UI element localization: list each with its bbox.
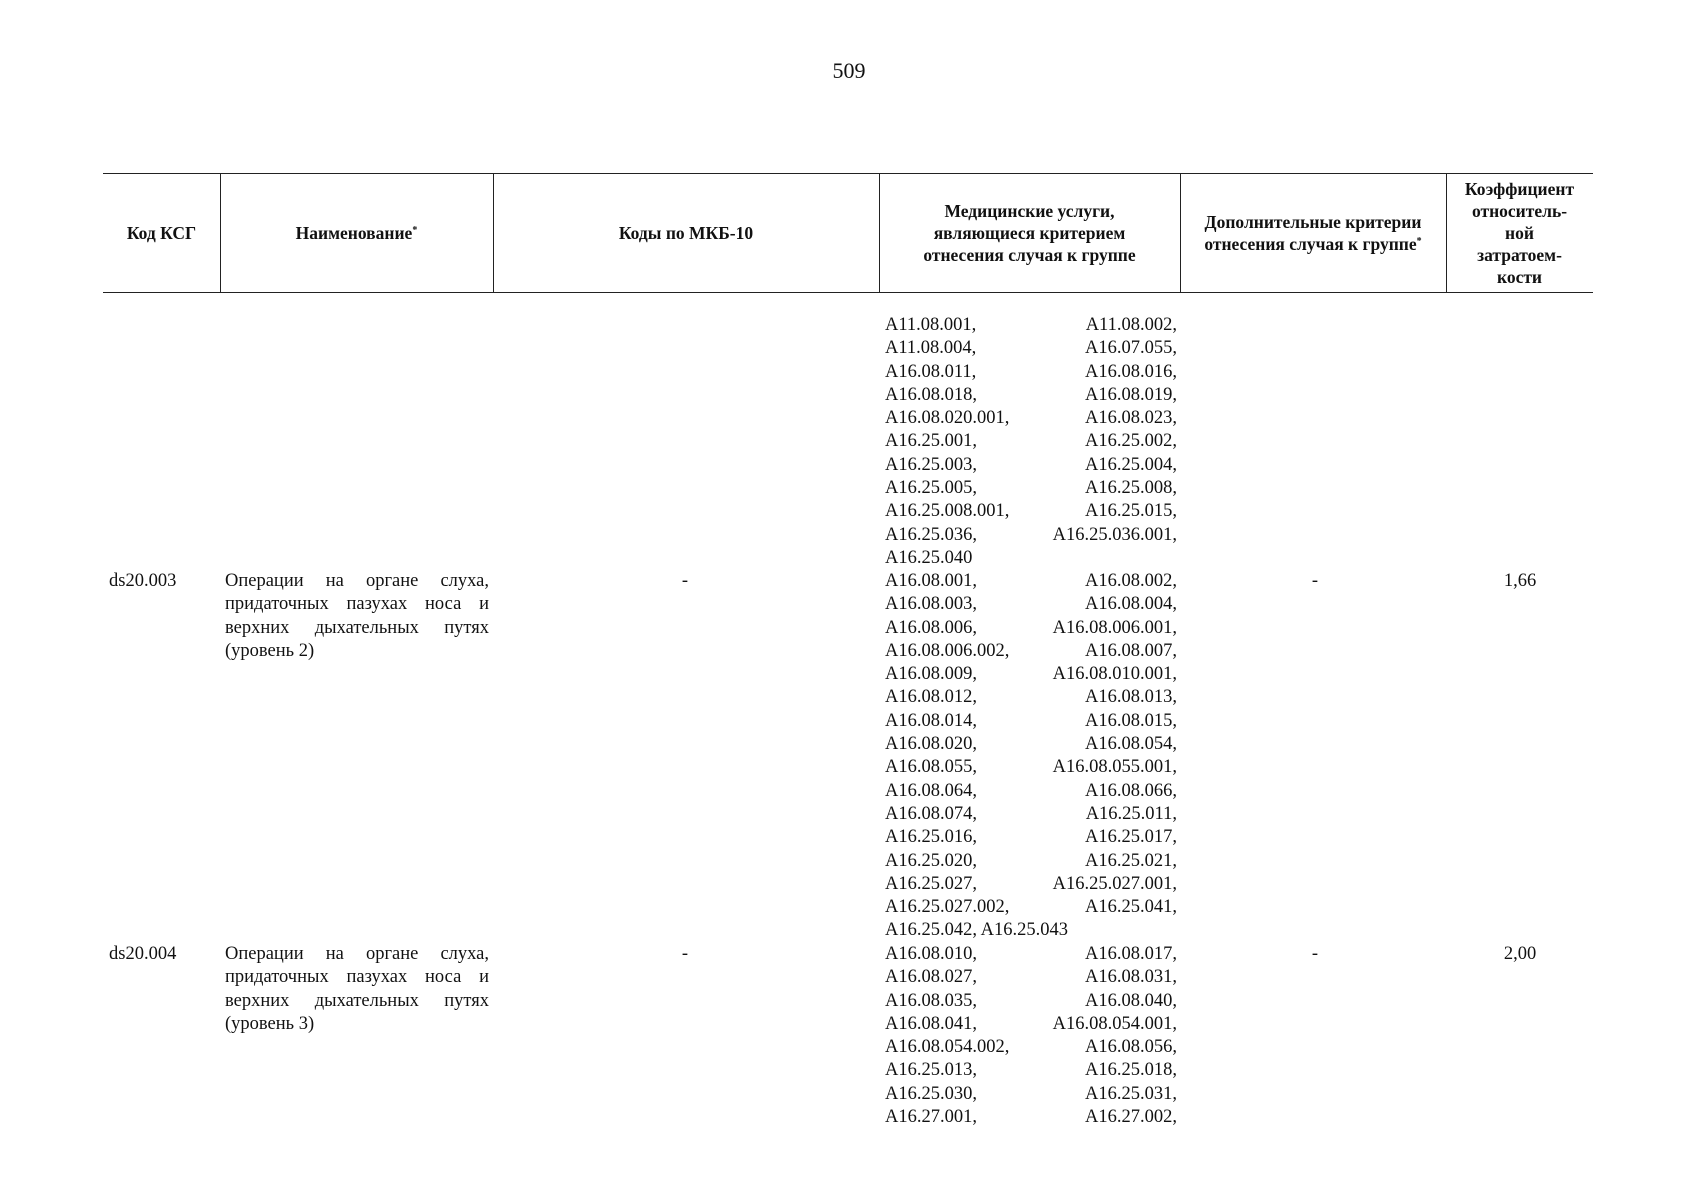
service-code: A16.25.041,: [1085, 897, 1177, 918]
service-code: A16.08.055.001,: [1052, 757, 1177, 778]
service-code: A16.25.027.001,: [1052, 873, 1177, 894]
service-code-line: [885, 500, 1177, 523]
service-code: A16.08.055,: [885, 757, 977, 778]
service-code: A16.08.004,: [1085, 594, 1177, 615]
service-code-line: [885, 686, 1177, 709]
service-code-line: [885, 756, 1177, 779]
row-mkb: -: [681, 944, 689, 964]
service-code-line: [885, 1059, 1177, 1082]
header-mkb10: Коды по МКБ-10: [618, 223, 754, 243]
service-code: A16.08.020,: [885, 734, 977, 755]
service-code-line: [885, 990, 1177, 1013]
service-code: A11.08.004,: [885, 338, 977, 359]
row-name: Операции на органе слуха, придаточных пазухах носа и верхних дыхательных путях (уровень 2): [225, 571, 489, 661]
service-code: A16.08.003,: [885, 594, 977, 615]
service-code: A16.25.031,: [1085, 1083, 1177, 1104]
service-code: A16.08.074,: [885, 803, 977, 824]
service-code: A16.25.030,: [885, 1083, 977, 1104]
service-code: A16.25.018,: [1085, 1060, 1177, 1081]
service-code-line: [885, 943, 1177, 966]
service-code: A16.25.017,: [1085, 827, 1177, 848]
service-code: A16.08.009,: [885, 664, 977, 685]
page-number: 509: [832, 58, 866, 83]
service-code: A11.08.002,: [1085, 315, 1177, 335]
service-code: A16.08.006.002,: [885, 640, 1010, 661]
service-code: A16.08.010.001,: [1052, 664, 1177, 685]
header-code-ksg: Код КСГ: [126, 223, 197, 243]
service-code-line: [885, 361, 1177, 384]
service-code: A11.08.001,: [885, 315, 977, 335]
service-code-line: [885, 337, 1177, 360]
service-code: A16.08.064,: [885, 780, 977, 801]
service-code-line: [885, 640, 1177, 663]
service-code: A16.08.014,: [885, 710, 977, 731]
service-code-line: [885, 570, 1177, 593]
service-code: A16.08.054.002,: [885, 1037, 1010, 1058]
table-header: [103, 173, 1593, 293]
service-code: A16.08.035,: [885, 990, 977, 1011]
service-code: A16.25.008,: [1085, 478, 1177, 499]
service-code-line: [885, 873, 1177, 896]
header-name: Наименование*: [295, 223, 418, 243]
row-name: Операции на органе слуха, придаточных пазухах носа и верхних дыхательных путях (уровень 3): [225, 944, 489, 1034]
service-code: A16.08.015,: [1085, 710, 1177, 731]
header-services: Медицинские услуги, являющиеся критерием отнесения случая к группе: [923, 201, 1136, 265]
service-code: A16.08.023,: [1085, 408, 1177, 429]
service-code-line: [885, 384, 1177, 407]
service-code: A16.08.041,: [885, 1013, 977, 1034]
header-extra-criteria: Дополнительные критерии отнесения случая к группе*: [1204, 212, 1422, 254]
row-extra-criteria: -: [1311, 944, 1319, 964]
service-code: A16.08.019,: [1085, 384, 1177, 405]
row-extra-criteria: -: [1311, 571, 1319, 591]
service-code: A16.08.006.001,: [1052, 617, 1177, 638]
service-code: A16.08.040,: [1085, 990, 1177, 1011]
service-code-line: [885, 1083, 1177, 1106]
service-code: A16.08.031,: [1085, 967, 1177, 988]
service-code: A16.25.027,: [885, 873, 977, 894]
service-code: A16.25.036.001,: [1052, 524, 1177, 545]
row-coefficient: 1,66: [1503, 571, 1537, 591]
service-code: A16.25.015,: [1085, 501, 1177, 522]
row-mkb: -: [681, 571, 689, 591]
service-code-line: [885, 617, 1177, 640]
service-code: A16.08.027,: [885, 967, 977, 988]
service-code-line: [885, 826, 1177, 849]
service-code: A16.25.001,: [885, 431, 977, 452]
service-code: A16.27.001,: [885, 1107, 977, 1128]
service-code-line: [885, 919, 1177, 942]
service-code: A16.08.002,: [1085, 571, 1177, 591]
service-code-line: [885, 524, 1177, 547]
service-code-line: [885, 850, 1177, 873]
service-code: A16.25.021,: [1085, 850, 1177, 871]
row-coefficient: 2,00: [1503, 944, 1537, 964]
service-code-line: [885, 430, 1177, 453]
row-code: ds20.004: [109, 944, 177, 964]
service-code: A16.25.008.001,: [885, 501, 1010, 522]
service-code: A16.08.020.001,: [885, 408, 1010, 429]
row-service-codes: [885, 570, 1177, 943]
service-code: A16.08.010,: [885, 944, 977, 964]
row-service-codes: [885, 943, 1177, 1129]
service-code: A16.08.006,: [885, 617, 977, 638]
service-code: A16.25.004,: [1085, 454, 1177, 475]
service-code: A16.08.056,: [1085, 1037, 1177, 1058]
service-code-line: [885, 547, 1177, 570]
service-code: A16.08.011,: [885, 361, 977, 382]
service-code-line: [885, 733, 1177, 756]
service-code: A16.25.003,: [885, 454, 977, 475]
service-code: A16.25.005,: [885, 478, 977, 499]
header-coefficient: Коэффициент относитель- ной затратоем- кости: [1464, 179, 1575, 287]
service-code: A16.25.027.002,: [885, 897, 1010, 918]
service-code-line: [885, 407, 1177, 430]
service-code-line: [885, 803, 1177, 826]
service-code: A16.25.013,: [885, 1060, 977, 1081]
service-code-line: [885, 780, 1177, 803]
service-code-line: [885, 477, 1177, 500]
service-code: A16.08.013,: [1085, 687, 1177, 708]
service-code: A16.08.016,: [1085, 361, 1177, 382]
service-code: A16.08.066,: [1085, 780, 1177, 801]
service-code: A16.08.054.001,: [1052, 1013, 1177, 1034]
continued-service-codes: [885, 314, 1177, 570]
row-code: ds20.003: [109, 571, 177, 591]
service-code: A16.25.016,: [885, 827, 977, 848]
service-code: A16.25.020,: [885, 850, 977, 871]
service-code-line: [885, 896, 1177, 919]
service-code-line: [885, 1106, 1177, 1129]
service-code: A16.25.011,: [1085, 803, 1177, 824]
service-code: A16.27.002,: [1085, 1107, 1177, 1128]
service-code-line: [885, 454, 1177, 477]
service-code-line: [885, 1013, 1177, 1036]
service-code: A16.08.017,: [1085, 944, 1177, 964]
service-code: A16.25.002,: [1085, 431, 1177, 452]
service-code: A16.25.042, A16.25.043: [885, 920, 1068, 941]
service-code-line: [885, 663, 1177, 686]
service-code-line: [885, 1036, 1177, 1059]
service-code-line: [885, 314, 1177, 337]
service-code: A16.08.054,: [1085, 734, 1177, 755]
service-code: A16.07.055,: [1085, 338, 1177, 359]
service-code: A16.08.018,: [885, 384, 977, 405]
service-code: A16.08.001,: [885, 571, 977, 591]
service-code-line: [885, 966, 1177, 989]
service-code: A16.08.007,: [1085, 640, 1177, 661]
service-code-line: [885, 593, 1177, 616]
service-code-line: [885, 710, 1177, 733]
service-code: A16.25.040: [885, 547, 973, 568]
service-code: A16.25.036,: [885, 524, 977, 545]
service-code: A16.08.012,: [885, 687, 977, 708]
